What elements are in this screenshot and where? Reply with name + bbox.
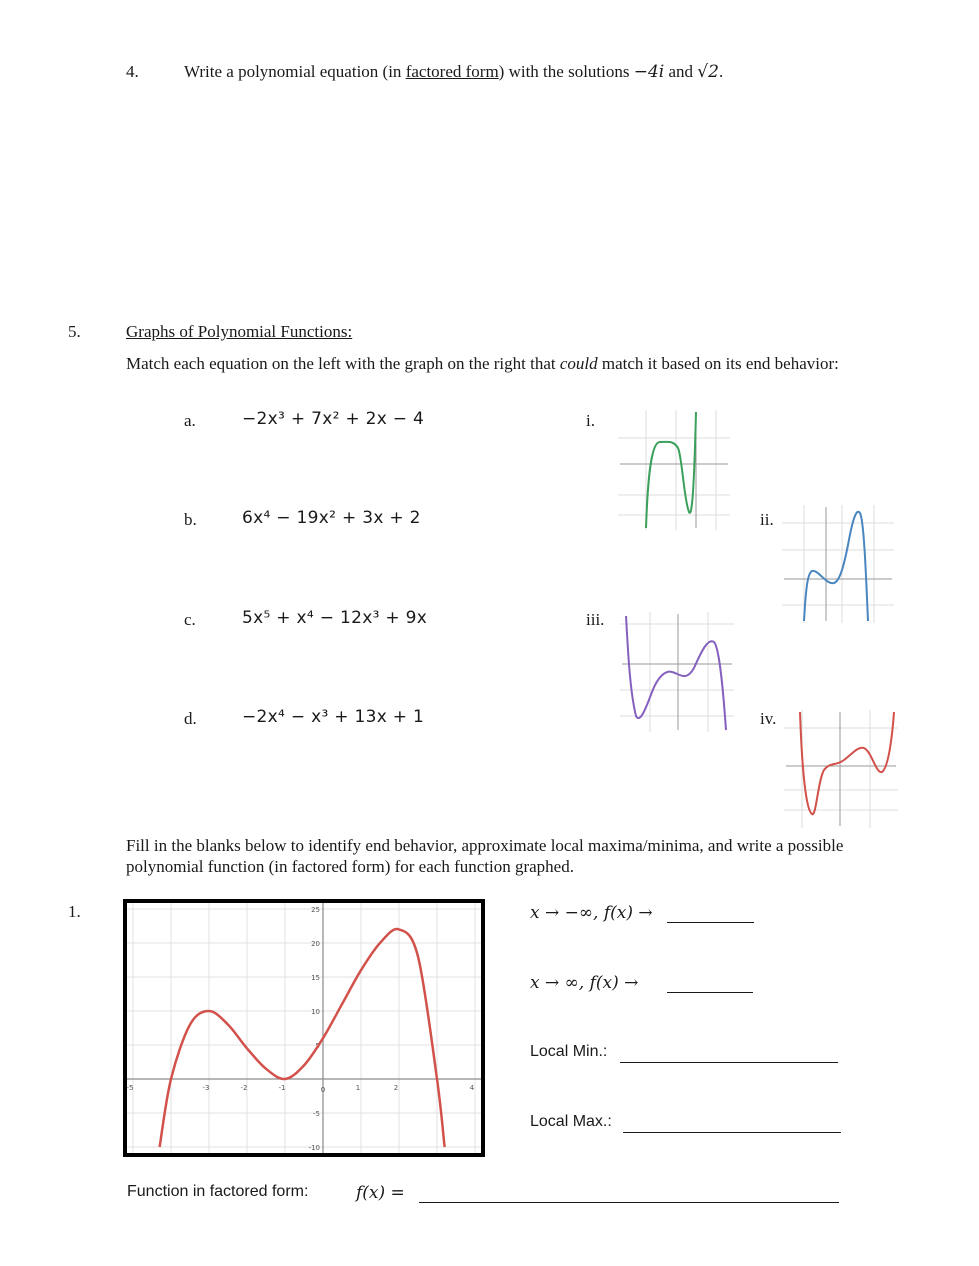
x-tick-label: 4 (469, 1084, 475, 1092)
end-behavior-left-label: x → −∞, f(x) → (530, 903, 653, 923)
x-tick-label: 2 (393, 1084, 399, 1092)
mini-graph-i-curve (646, 412, 696, 528)
fx-label: f(x) = (356, 1183, 405, 1203)
problem-4-text-after: ) with the solutions (498, 62, 634, 81)
end-behavior-left-blank[interactable] (667, 906, 754, 923)
equation-label-d: d. (184, 709, 197, 728)
x-tick-label: 0 (320, 1086, 326, 1094)
local-min-label: Local Min.: (530, 1043, 608, 1060)
x-tick-label: 1 (355, 1084, 361, 1092)
fill-instructions-line-2: polynomial function (in factored form) for each function graphed. (126, 857, 574, 876)
equation-label-b: b. (184, 510, 197, 529)
x-tick-label: -5 (127, 1084, 134, 1092)
problem-4-period: . (718, 62, 724, 81)
polynomial-graph-frame (123, 899, 485, 1157)
problem-5-number: 5. (68, 322, 81, 341)
equation-label-c: c. (184, 610, 196, 629)
equation-label-a: a. (184, 411, 196, 430)
y-tick-label: 5 (315, 1042, 320, 1050)
graph-label-iv: iv. (760, 709, 777, 728)
fill-instructions-line-1: Fill in the blanks below to identify end behavior, approximate local maxima/minima, and write a possible (126, 836, 844, 855)
mini-graph-iii-curve (626, 616, 726, 730)
equation-b: 6x⁴ − 19x² + 3x + 2 (242, 508, 421, 528)
problem-5-instr-em: could (559, 354, 598, 373)
problem-4-and: and (664, 62, 698, 81)
y-tick-label: 10 (311, 1008, 320, 1016)
graph-label-ii: ii. (760, 510, 774, 529)
y-tick-label: -5 (313, 1110, 320, 1118)
factored-form-blank[interactable] (419, 1186, 839, 1203)
series-line-fx (160, 929, 445, 1147)
polynomial-graph (127, 903, 481, 1153)
problem-5-title: Graphs of Polynomial Functions: (126, 322, 353, 341)
mini-graph-i (618, 410, 730, 530)
mini-graph-iv-curve (800, 712, 894, 814)
problem-4-underlined: factored form (405, 62, 499, 81)
y-tick-label: 15 (311, 974, 320, 982)
end-behavior-right-blank[interactable] (667, 976, 753, 993)
problem-4-solution-1: −4i (633, 62, 665, 82)
problem-5-instr-after: match it based on its end behavior: (597, 354, 839, 373)
local-min-blank[interactable] (620, 1046, 838, 1063)
y-tick-label: 20 (311, 940, 320, 948)
problem-5-instr-before: Match each equation on the left with the graph on the right that (126, 354, 560, 373)
equation-d: −2x⁴ − x³ + 13x + 1 (242, 707, 425, 727)
equation-c: 5x⁵ + x⁴ − 12x³ + 9x (242, 608, 428, 628)
mini-graph-ii (782, 505, 894, 623)
y-tick-label: -10 (308, 1144, 320, 1152)
problem-5-instructions (126, 354, 839, 374)
y-tick-label: 25 (311, 906, 320, 914)
end-behavior-right-label: x → ∞, f(x) → (530, 973, 639, 993)
problem-4-prompt (184, 62, 723, 82)
problem-4-number: 4. (126, 62, 139, 81)
mini-graph-iii (620, 612, 734, 732)
x-tick-label: -2 (240, 1084, 248, 1092)
graph-label-i: i. (586, 411, 595, 430)
mini-graph-iv (784, 710, 898, 828)
local-max-label: Local Max.: (530, 1113, 612, 1130)
x-tick-label: -1 (278, 1084, 286, 1092)
equation-a: −2x³ + 7x² + 2x − 4 (242, 409, 425, 429)
graph-label-iii: iii. (586, 610, 605, 629)
problem-4-text-before: Write a polynomial equation (in (184, 62, 406, 81)
factored-form-label: Function in factored form: (127, 1183, 309, 1200)
problem-1-number: 1. (68, 902, 81, 921)
problem-4-solution-2: √2 (697, 62, 719, 82)
local-max-blank[interactable] (623, 1116, 841, 1133)
x-tick-label: -3 (202, 1084, 210, 1092)
